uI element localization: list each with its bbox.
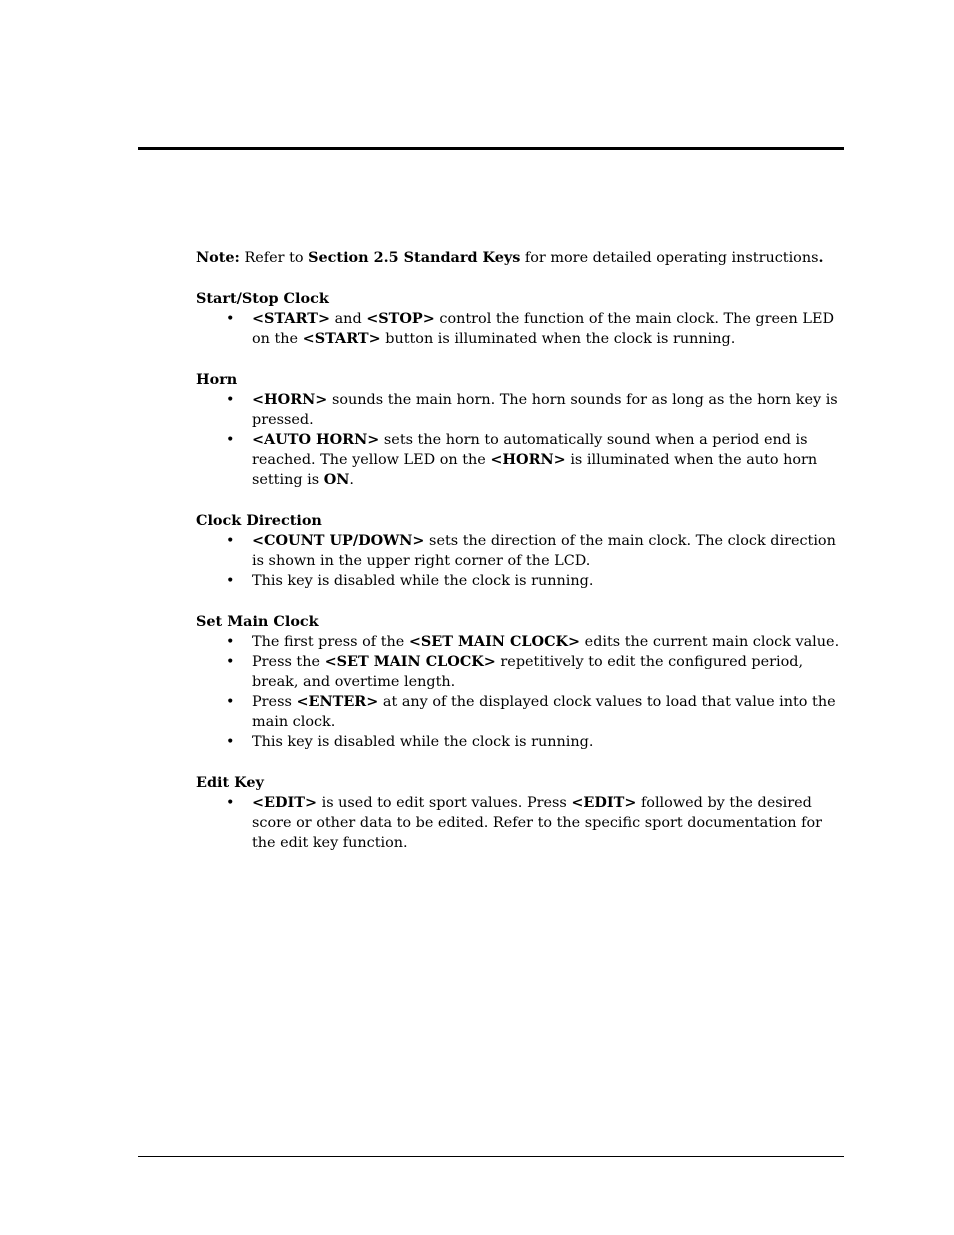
bullet-icon: • [226,795,235,811]
bullet-list [196,390,856,490]
item-text: edits the current main clock value. [580,634,840,650]
bullet-list [196,793,856,853]
list-item [196,692,856,732]
key-name: <SET MAIN CLOCK> [324,653,496,670]
key-name: <ENTER> [296,693,379,710]
item-text: control the function of the main clock. The green LED on the [252,311,834,347]
item-text: is used to edit sport values. Press [317,795,572,811]
bullet-icon: • [226,533,235,549]
bullet-icon: • [226,654,235,670]
list-item [196,531,856,571]
section-set-main-clock [196,612,856,752]
key-name: <EDIT> [571,794,637,811]
note-paragraph [196,248,856,268]
bullet-icon: • [226,634,235,650]
section-heading: Horn [196,371,238,388]
item-text: and [330,311,367,327]
list-item [196,390,856,430]
key-name: <SET MAIN CLOCK> [408,633,581,650]
bullet-icon: • [226,432,235,448]
bullet-icon: • [226,734,235,750]
setting-value: ON [323,471,350,488]
item-text: sounds the main horn. The horn sounds for as long as the horn key is pressed. [252,392,838,428]
bullet-list [196,531,856,591]
header-rule [138,147,844,150]
list-item [196,732,856,752]
item-text: sets the horn to automatically sound when a period end is reached. The yellow LED on the [252,432,808,468]
key-name: <EDIT> [252,794,318,811]
item-text: The first press of the [252,634,409,650]
item-text: sets the direction of the main clock. The clock direction is shown in the upper right corner of the LCD. [252,533,836,569]
item-text: repetitively to edit the configured period, break, and overtime length. [252,654,804,690]
key-name: <AUTO HORN> [252,431,380,448]
page-content [196,248,856,874]
list-item [196,632,856,652]
section-heading: Start/Stop Clock [196,290,329,307]
key-name: <START> [252,310,331,327]
list-item [196,652,856,692]
item-text: is illuminated when the auto horn setting is [252,452,818,488]
note-label: Note: [196,249,240,266]
section-horn [196,370,856,490]
item-text: This key is disabled while the clock is running. [252,734,594,750]
item-text: followed by the desired score or other data to be edited. Refer to the specific sport documentation for the edit key function. [252,795,822,851]
note-text: Refer to [239,250,309,266]
item-text: button is illuminated when the clock is running. [380,331,736,347]
note-text: for more detailed operating instructions [520,250,819,266]
section-heading: Clock Direction [196,512,322,529]
list-item [196,793,856,853]
section-start-stop-clock [196,289,856,349]
key-name: <START> [302,330,381,347]
bullet-icon: • [226,694,235,710]
item-text: Press the [252,654,325,670]
key-name: <COUNT UP/DOWN> [252,532,425,549]
key-name: <STOP> [366,310,435,327]
footer-rule [138,1156,844,1157]
section-clock-direction [196,511,856,591]
key-name: <HORN> [490,451,566,468]
bullet-list [196,632,856,752]
item-text: at any of the displayed clock values to load that value into the main clock. [252,694,836,730]
section-heading: Edit Key [196,774,264,791]
item-text: . [349,472,354,488]
bullet-list [196,309,856,349]
note-period: . [818,249,824,266]
bullet-icon: • [226,392,235,408]
item-text: This key is disabled while the clock is running. [252,573,594,589]
bullet-icon: • [226,311,235,327]
note-section-reference: Section 2.5 Standard Keys [308,249,521,266]
section-edit-key [196,773,856,853]
list-item [196,430,856,490]
list-item [196,571,856,591]
key-name: <HORN> [252,391,328,408]
item-text: Press [252,694,297,710]
list-item [196,309,856,349]
bullet-icon: • [226,573,235,589]
section-heading: Set Main Clock [196,613,319,630]
